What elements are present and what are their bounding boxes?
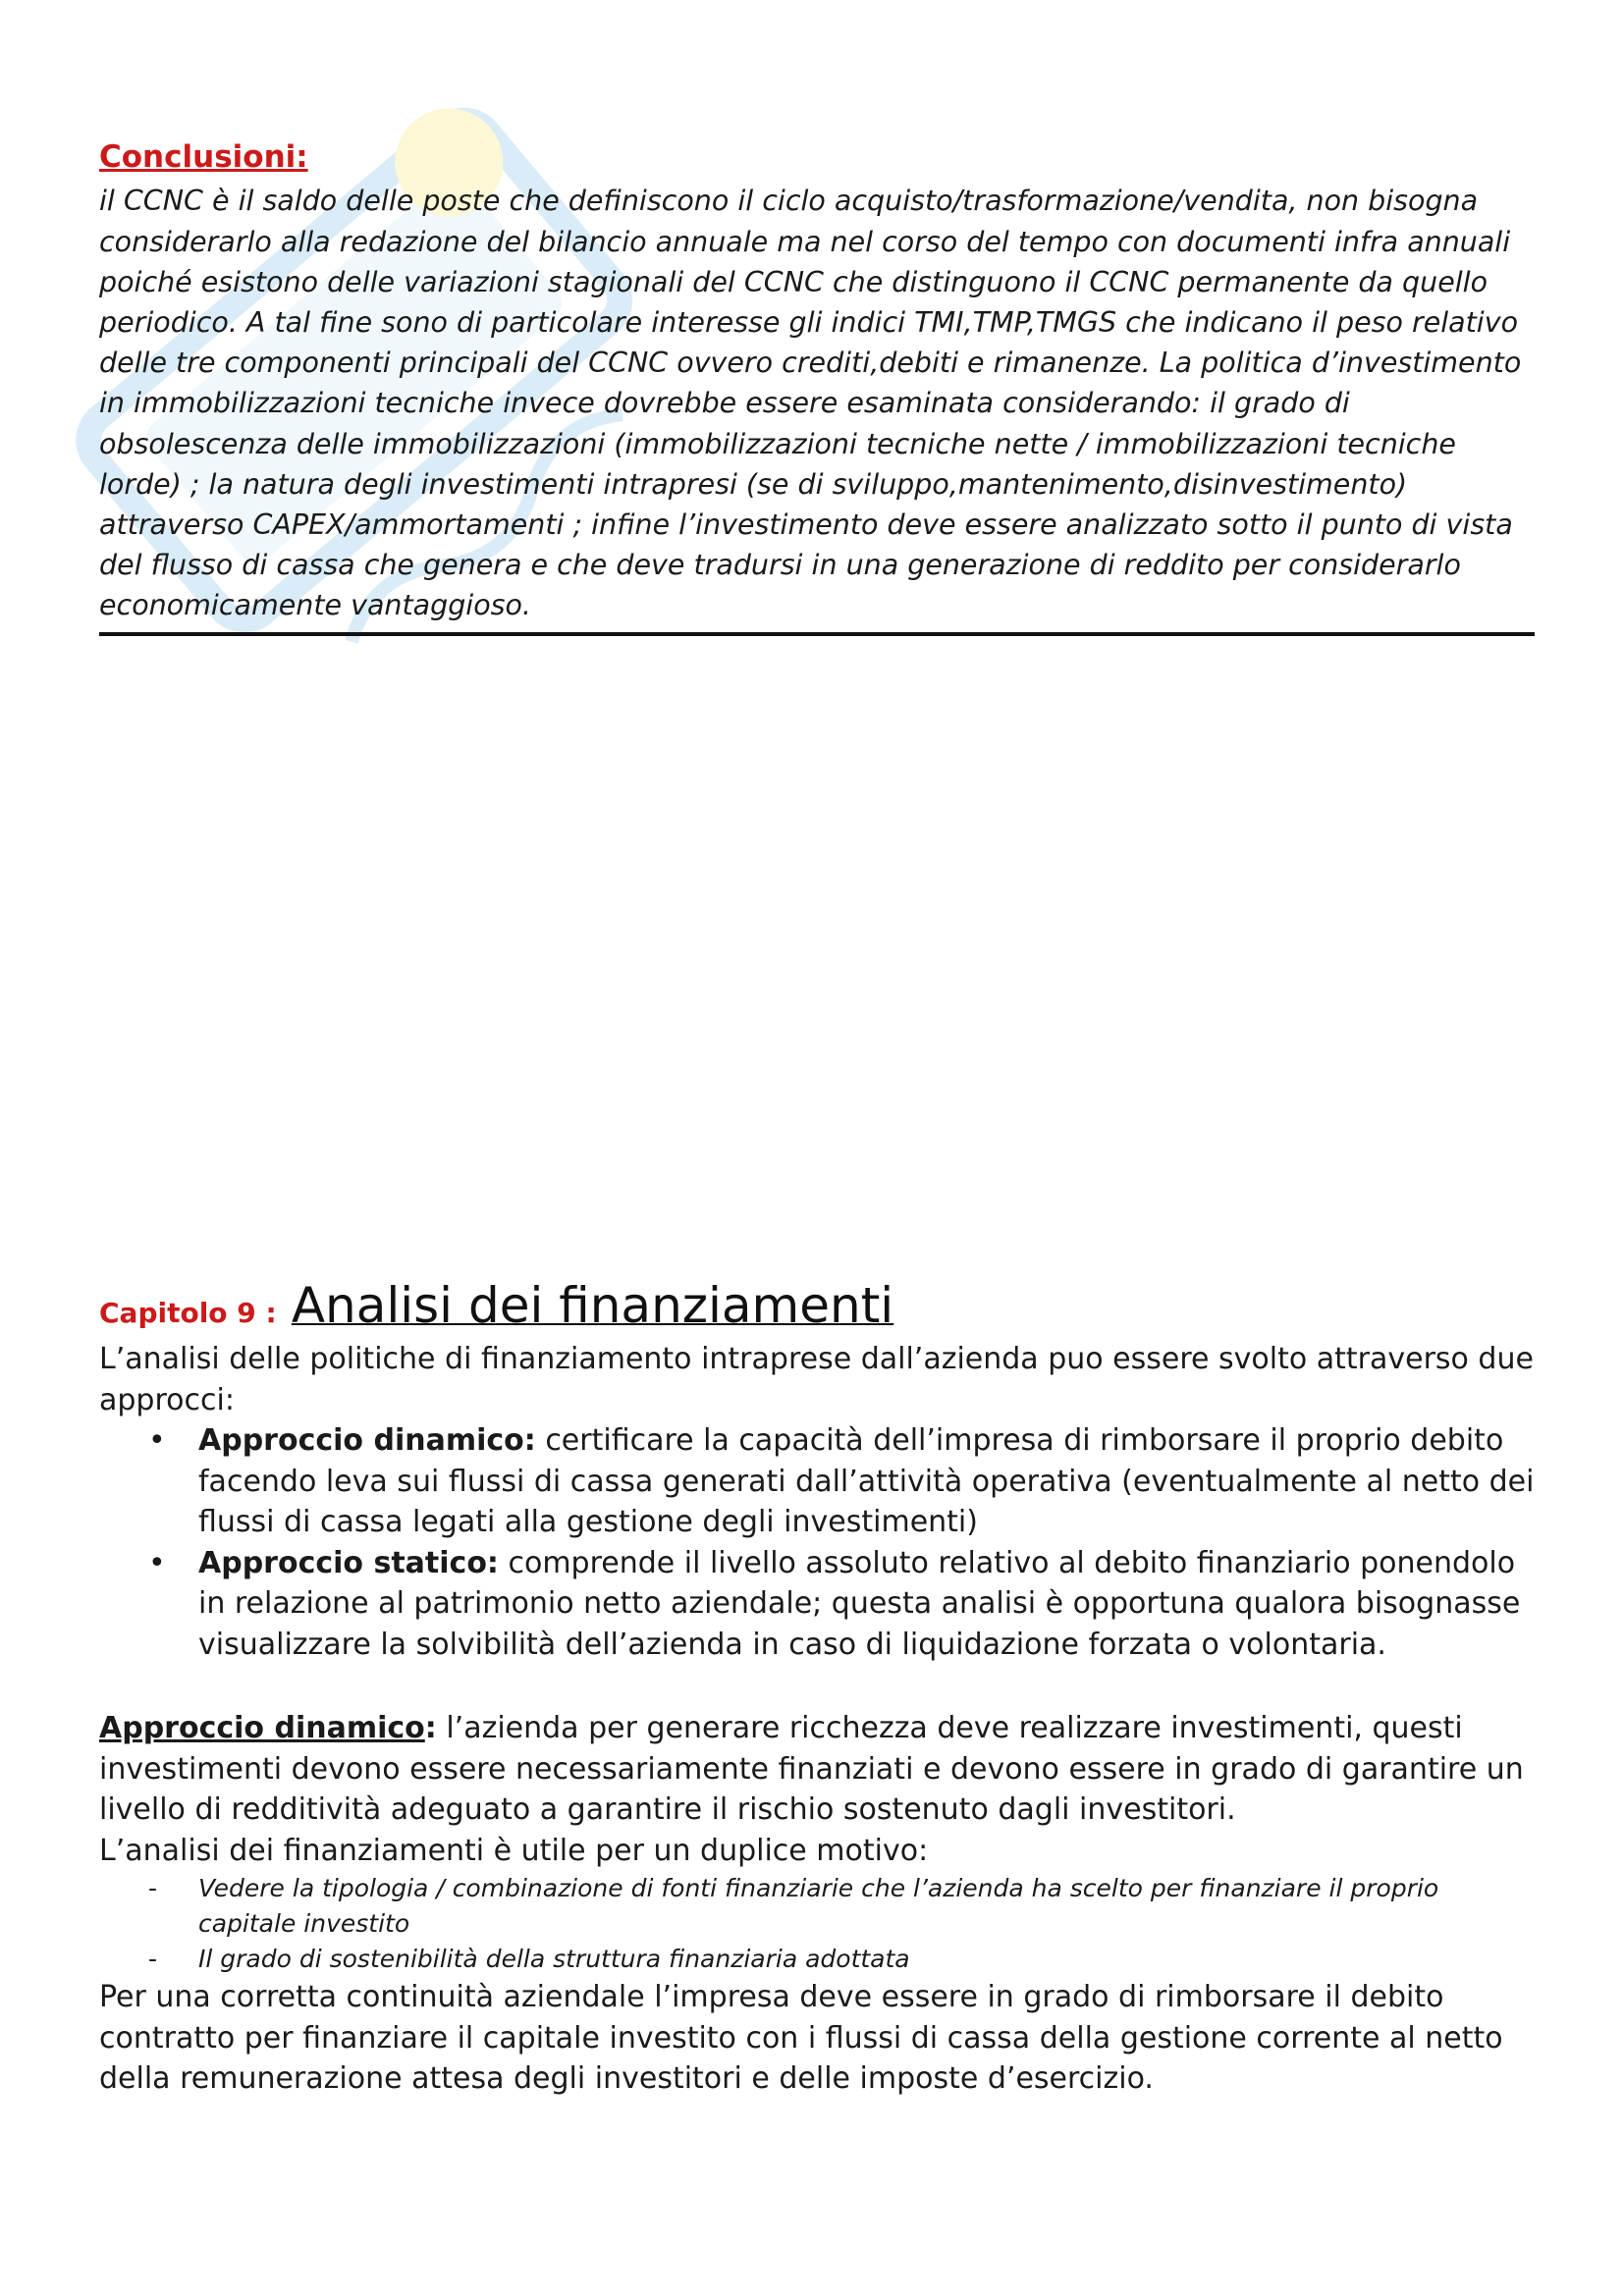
dash-icon: - (148, 1874, 158, 1902)
bullet-icon: • (148, 1423, 166, 1458)
chapter-heading (99, 1276, 1535, 1335)
conclusioni-paragraph: il CCNC è il saldo delle poste che definiscono il ciclo acquisto/trasformazione/vendita, non bisogna considerarlo alla redazione del bilancio annuale ma nel corso del tempo con documenti infra annuali poiché esistono delle variazioni stagionali del CCNC che distinguono il CCNC permanente da quello periodico. A tal fine sono di particolare interesse gli indici TMI,TMP,TMGS che indicano il peso relativo delle tre componenti principali del CCNC ovvero crediti,debiti e rimanenze. La politica d’investimento in immobilizzazioni tecniche invece dovrebbe essere esaminata considerando: il grado di obsolescenza delle immobilizzazioni (immobilizzazioni tecniche nette / immobilizzazioni tecniche lorde) ; la natura degli investimenti intrapresi (se di sviluppo,mantenimento,disinvestimento) attraverso CAPEX/ammortamenti ; infine l’investimento deve essere analizzato sotto il punto di vista del flusso di cassa che genera e che deve tradursi in una generazione di reddito per considerarlo economicamente vantaggioso. (99, 181, 1535, 635)
dynamic-approach-line2: L’analisi dei finanziamenti è utile per un duplice motivo: (99, 1833, 929, 1868)
dynamic-approach-heading: Approccio dinamico (99, 1711, 425, 1745)
conclusioni-heading: Conclusioni: (99, 139, 308, 175)
chapter-9-section (99, 1276, 1535, 2100)
dynamic-approach-paragraph (99, 1708, 1535, 1831)
dynamic-approach-colon: : (424, 1711, 437, 1745)
conclusioni-section (99, 137, 1535, 636)
dash-text: Vedere la tipologia / combinazione di fonti finanziarie che l’azienda ha scelto per finanziare il proprio capitale investito (198, 1874, 1439, 1938)
chapter-label: Capitolo 9 : (99, 1297, 277, 1329)
bullet-term: Approccio dinamico: (198, 1423, 536, 1458)
dynamic-approach-text: l’azienda per generare ricchezza deve realizzare investimenti, questi investimenti devono essere necessariamente finanziati e devono essere in grado di garantire un livello di redditività adeguato a garantire il rischio sostenuto dagli investitori. (99, 1711, 1524, 1827)
chapter-intro: L’analisi delle politiche di finanziamento intraprese dall’azienda puo essere svolto attraverso due approcci: (99, 1342, 1534, 1417)
bullet-icon: • (148, 1545, 166, 1580)
bullet-term: Approccio statico: (198, 1545, 499, 1580)
bullet-text: certificare la capacità dell’impresa di rimborsare il proprio debito facendo leva sui flussi di cassa generati dall’attività operativa (eventualmente al netto dei flussi di cassa legati alla gestione degli investimenti) (198, 1423, 1535, 1539)
bullet-text: comprende il livello assoluto relativo al debito finanziario ponendolo in relazione al patrimonio netto aziendale; questa analisi è opportuna qualora bisognasse visualizzare la solvibilità dell’azienda in caso di liquidazione forzata o volontaria. (198, 1545, 1521, 1662)
approach-list (99, 1420, 1535, 1665)
list-item (99, 1543, 1535, 1666)
closing-paragraph: Per una corretta continuità aziendale l’impresa deve essere in grado di rimborsare il debito contratto per finanziare il capitale investito con i flussi di cassa della gestione corrente al netto della remunerazione attesa degli investitori e delle imposte d’esercizio. (99, 1980, 1503, 2096)
chapter-title: Analisi dei finanziamenti (291, 1277, 894, 1334)
list-item (99, 1942, 1535, 1977)
spacer (99, 1665, 1535, 1704)
dash-icon: - (148, 1945, 158, 1973)
list-item (99, 1871, 1535, 1942)
dash-text: Il grado di sostenibilità della struttura finanziaria adottata (198, 1945, 910, 1973)
purpose-list (99, 1871, 1535, 1977)
list-item (99, 1420, 1535, 1543)
